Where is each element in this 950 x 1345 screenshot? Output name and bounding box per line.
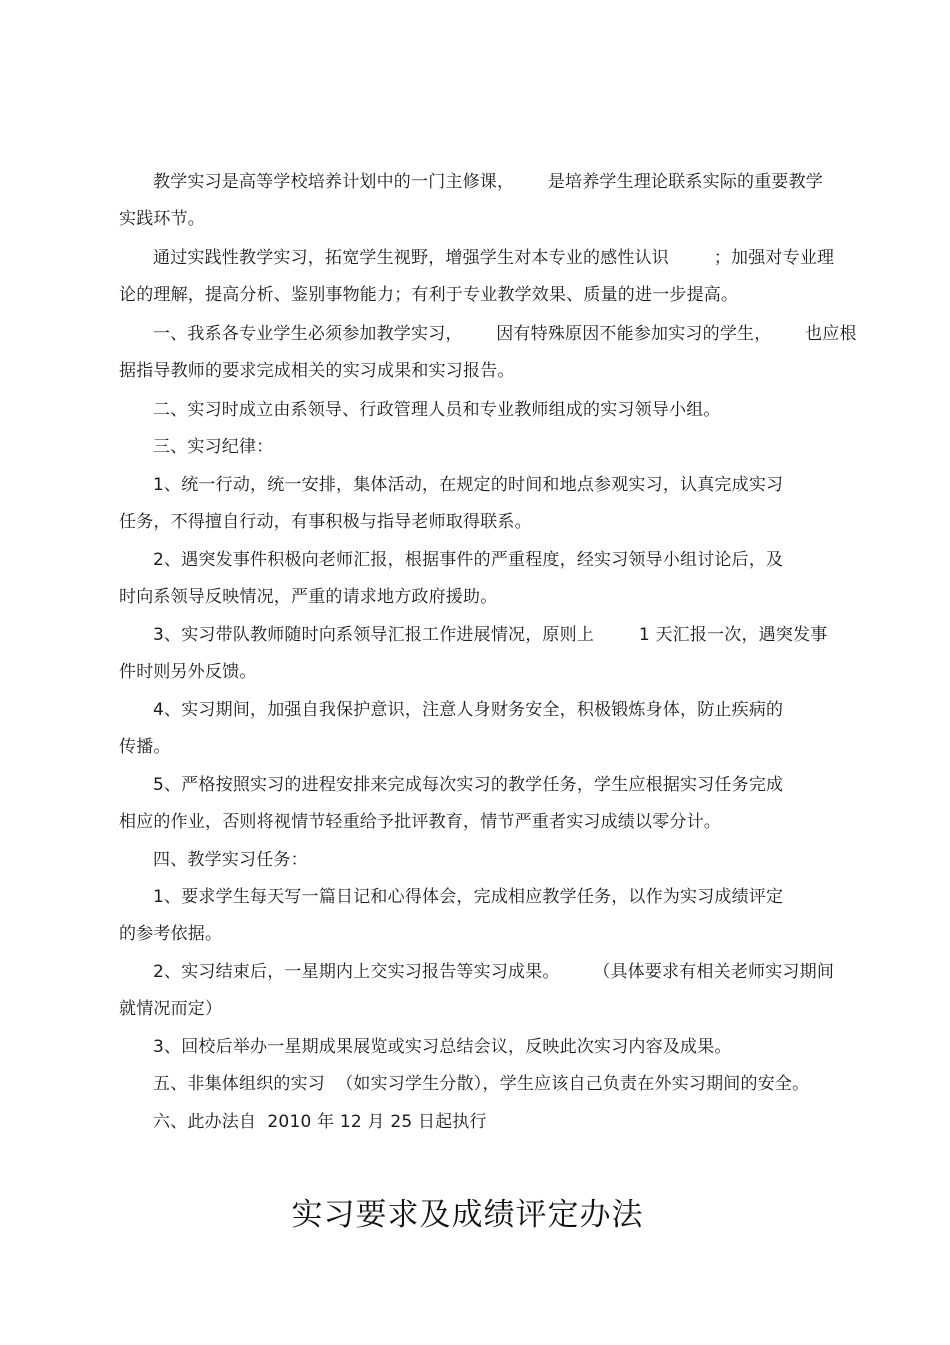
clause-1-line-1: 一、我系各专业学生必须参加教学实习， 因有特殊原因不能参加实习的学生， 也应根 [153,324,857,344]
clause-6: 六、此办法自 2010 年 12 月 25 日起执行 [153,1112,487,1132]
paragraph-intro-line-2: 实践环节。 [119,209,205,229]
discipline-item-5-line-2: 相应的作业，否则将视情节轻重给予批评教育，情节严重者实习成绩以零分计。 [119,812,721,832]
task-item-2-line-1: 2、实习结束后，一星期内上交实习报告等实习成果。 （具体要求有相关老师实习期间 [153,962,835,982]
clause-4-heading: 四、教学实习任务： [153,850,308,870]
task-item-3: 3、回校后举办一星期成果展览或实习总结会议，反映此次实习内容及成果。 [153,1037,732,1057]
discipline-item-4-line-2: 传播。 [119,737,171,757]
task-item-1-line-1: 1、要求学生每天写一篇日记和心得体会，完成相应教学任务，以作为实习成绩评定 [153,887,784,907]
discipline-item-2-line-2: 时向系领导反映情况，严重的请求地方政府援助。 [119,587,498,607]
paragraph-purpose-line-2: 论的理解，提高分析、鉴别事物能力；有利于专业教学效果、质量的进一步提高。 [119,285,739,305]
discipline-item-3-line-2: 件时则另外反馈。 [119,662,257,682]
discipline-item-2-line-1: 2、遇突发事件积极向老师汇报，根据事件的严重程度，经实习领导小组讨论后，及 [153,550,784,570]
clause-1-line-2: 据指导教师的要求完成相关的实习成果和实习报告。 [119,361,515,381]
task-item-2-line-2: 就情况而定） [119,999,223,1019]
task-item-1-line-2: 的参考依据。 [119,924,223,944]
discipline-item-4-line-1: 4、实习期间，加强自我保护意识，注意人身财务安全，积极锻炼身体，防止疾病的 [153,700,784,720]
discipline-item-1-line-2: 任务，不得擅自行动，有事积极与指导老师取得联系。 [119,512,532,532]
document-title: 实习要求及成绩评定办法 [291,1197,644,1233]
discipline-item-1-line-1: 1、统一行动，统一安排，集体活动，在规定的时间和地点参观实习，认真完成实习 [153,475,784,495]
clause-3-heading: 三、实习纪律： [153,437,274,457]
paragraph-intro-line-1: 教学实习是高等学校培养计划中的一门主修课， 是培养学生理论联系实际的重要教学 [153,172,824,192]
discipline-item-3-line-1: 3、实习带队教师随时向系领导汇报工作进展情况，原则上 1 天汇报一次，遇突发事 [153,625,828,645]
clause-2: 二、实习时成立由系领导、行政管理人员和专业教师组成的实习领导小组。 [153,400,721,420]
paragraph-purpose-line-1: 通过实践性教学实习，拓宽学生视野，增强学生对本专业的感性认识 ；加强对专业理 [153,248,835,268]
discipline-item-5-line-1: 5、严格按照实习的进程安排来完成每次实习的教学任务，学生应根据实习任务完成 [153,775,784,795]
clause-5: 五、非集体组织的实习 （如实习学生分散），学生应该自己负责在外实习期间的安全。 [153,1074,810,1094]
